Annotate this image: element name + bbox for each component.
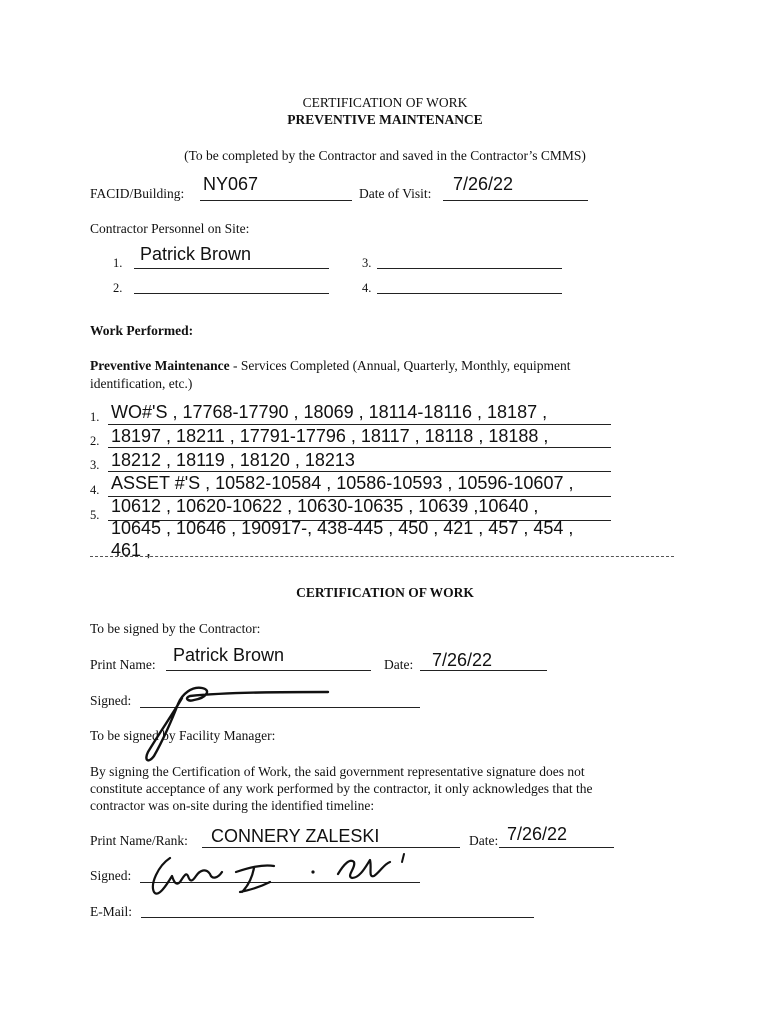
work-entry-3[interactable]: 18212 , 18119 , 18120 , 18213 (111, 450, 355, 470)
facid-line (200, 200, 352, 201)
print-name-line (166, 670, 371, 671)
personnel-line-1 (134, 268, 329, 269)
work-line-1 (108, 424, 611, 425)
print-rank-value[interactable]: CONNERY ZALESKI (211, 826, 380, 846)
disclaimer-line-2: constitute acceptance of any work performed by the contractor, it only acknowledges that the (90, 781, 593, 796)
pm-description (90, 358, 571, 374)
date-of-visit-value[interactable]: 7/26/22 (453, 174, 514, 194)
personnel-value-1[interactable]: Patrick Brown (140, 244, 252, 264)
work-entry-2[interactable]: 18197 , 18211 , 17791-17796 , 18117 , 18118 , 18188 , (111, 426, 549, 446)
contractor-date-label: Date: (384, 657, 414, 672)
manager-date-label: Date: (469, 833, 499, 848)
work-entry-7[interactable]: 461 , (111, 540, 152, 560)
personnel-line-2 (134, 293, 329, 294)
pm-description-2: identification, etc.) (90, 376, 193, 391)
print-name-value[interactable]: Patrick Brown (173, 645, 285, 665)
pm-text: - Services Completed (Annual, Quarterly, Monthly, equipment (229, 358, 571, 373)
work-line-num-1: 1. (90, 410, 100, 424)
facid-label: FACID/Building: (90, 186, 185, 201)
personnel-num-1: 1. (113, 256, 123, 270)
email-line (141, 917, 534, 918)
work-entry-6[interactable]: 10645 , 10646 , 190917-, 438-445 , 450 , 421 , 457 , 454 , (111, 518, 574, 538)
work-entry-4[interactable]: ASSET #'S , 10582-10584 , 10586-10593 , 10596-10607 , (111, 473, 574, 493)
work-line-2 (108, 447, 611, 448)
work-line-3 (108, 471, 611, 472)
work-line-num-5: 5. (90, 508, 100, 522)
instruction-text: (To be completed by the Contractor and saved in the Contractor’s CMMS) (184, 148, 586, 163)
contractor-date-value[interactable]: 7/26/22 (432, 650, 493, 670)
manager-signature (140, 848, 430, 908)
personnel-num-2: 2. (113, 281, 123, 295)
personnel-line-4 (377, 293, 562, 294)
disclaimer-line-1: By signing the Certification of Work, the said government representative signature does not (90, 764, 585, 779)
work-line-num-4: 4. (90, 483, 100, 497)
certification-heading: CERTIFICATION OF WORK (296, 585, 474, 600)
contractor-sign-label: To be signed by the Contractor: (90, 621, 261, 636)
work-performed-heading: Work Performed: (90, 323, 194, 338)
date-of-visit-line (443, 200, 588, 201)
facid-value[interactable]: NY067 (203, 174, 259, 194)
work-entry-1[interactable]: WO#'S , 17768-17790 , 18069 , 18114-18116 , 18187 , (111, 402, 548, 422)
facility-manager-label: To be signed by Facility Manager: (90, 728, 276, 743)
date-of-visit-label: Date of Visit: (359, 186, 432, 201)
pm-bold-label: Preventive Maintenance (90, 358, 230, 373)
work-line-num-3: 3. (90, 458, 100, 472)
email-label: E-Mail: (90, 904, 132, 919)
work-line-num-2: 2. (90, 434, 100, 448)
contractor-signature (120, 672, 340, 772)
document-subtitle: PREVENTIVE MAINTENANCE (287, 112, 483, 127)
manager-date-value[interactable]: 7/26/22 (507, 824, 568, 844)
manager-signed-label: Signed: (90, 868, 132, 883)
personnel-num-4: 4. (362, 281, 372, 295)
print-name-label: Print Name: (90, 657, 156, 672)
personnel-label: Contractor Personnel on Site: (90, 221, 250, 236)
document-title: CERTIFICATION OF WORK (302, 95, 468, 110)
personnel-line-3 (377, 268, 562, 269)
print-rank-label: Print Name/Rank: (90, 833, 188, 848)
cut-divider (90, 556, 674, 557)
manager-date-line (499, 847, 614, 848)
contractor-signed-label: Signed: (90, 693, 132, 708)
work-entry-5[interactable]: 10612 , 10620-10622 , 10630-10635 , 10639 ,10640 , (111, 496, 539, 516)
personnel-num-3: 3. (362, 256, 372, 270)
disclaimer-line-3: contractor was on-site during the identified timeline: (90, 798, 375, 813)
